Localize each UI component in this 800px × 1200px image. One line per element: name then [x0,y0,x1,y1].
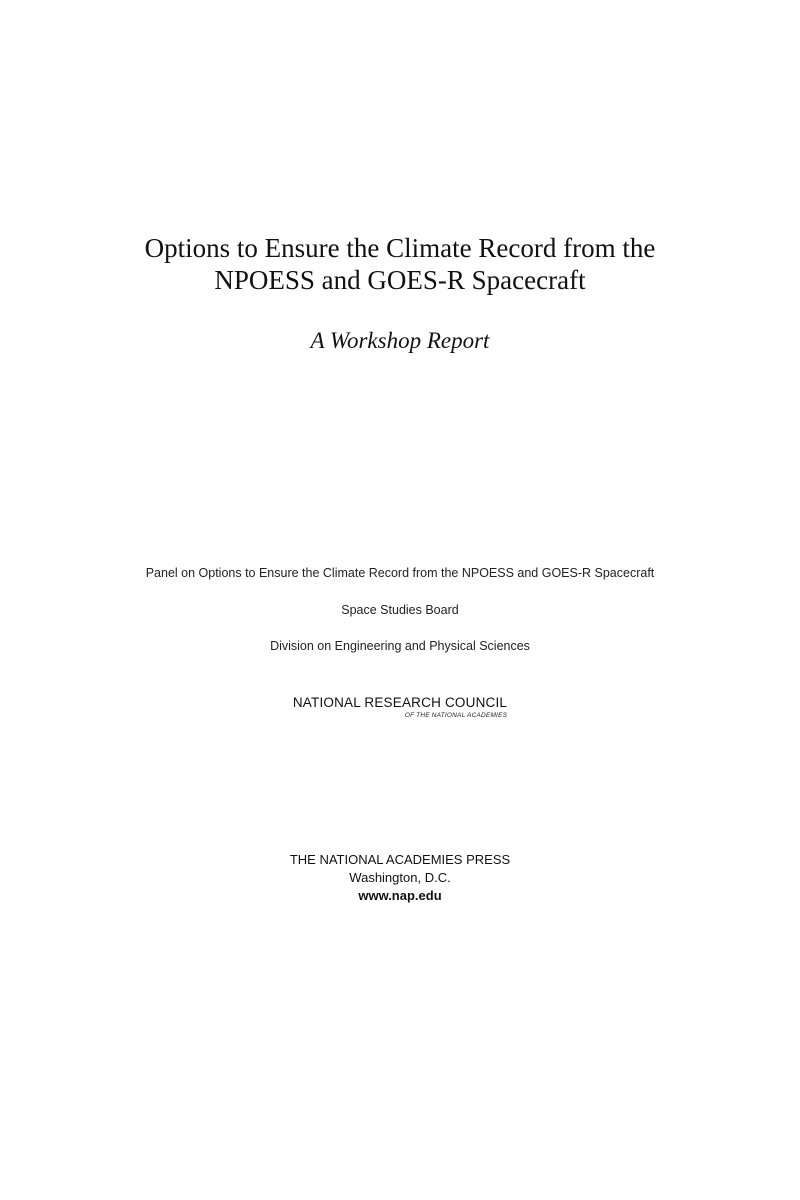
board-name: Space Studies Board [341,603,459,617]
book-title [0,232,800,296]
publisher-city: Washington, D.C. [349,870,451,885]
council-logo [0,695,800,722]
publisher-name: THE NATIONAL ACADEMIES PRESS [289,852,511,867]
book-subtitle: A Workshop Report [310,328,490,353]
council-name: NATIONAL RESEARCH COUNCIL [292,695,508,710]
book-title-line-1: Options to Ensure the Climate Record from the [144,233,656,263]
panel-name: Panel on Options to Ensure the Climate Record from the NPOESS and GOES-R Spacecraft [145,566,655,580]
publisher-url: www.nap.edu [358,888,442,903]
division-name: Division on Engineering and Physical Sciences [270,639,530,653]
book-title-line-2: NPOESS and GOES-R Spacecraft [214,265,586,295]
council-subname: OF THE NATIONAL ACADEMIES [404,712,508,719]
publisher-block [0,851,800,905]
